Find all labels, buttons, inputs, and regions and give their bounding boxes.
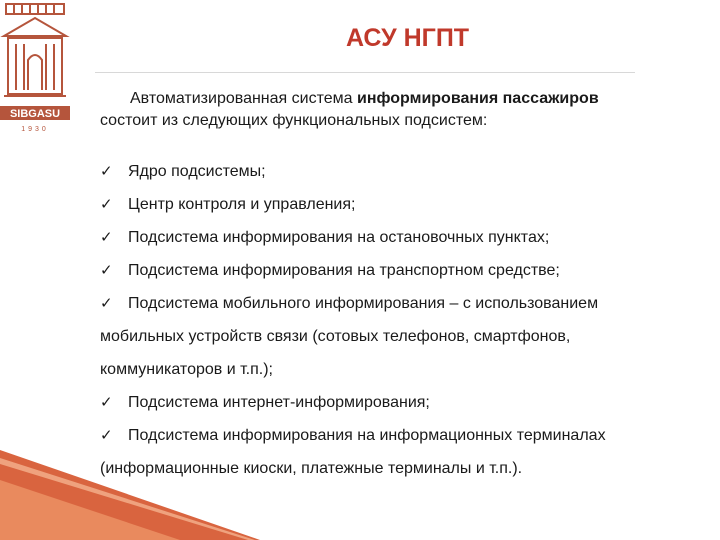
intro-text-c: состоит из следующих функциональных подсистем: <box>100 112 488 129</box>
intro-text-a: Автоматизированная система <box>130 90 357 107</box>
list-item <box>100 255 560 287</box>
check-icon: ✓ <box>100 196 113 213</box>
list-item <box>100 387 430 419</box>
list-item-text: Центр контроля и управления; <box>128 196 356 213</box>
title-divider <box>95 72 635 73</box>
intro-text-b: информирования пассажиров <box>356 90 599 107</box>
check-icon: ✓ <box>100 262 113 279</box>
check-icon: ✓ <box>100 427 113 444</box>
check-icon: ✓ <box>100 229 113 246</box>
check-icon: ✓ <box>100 295 113 312</box>
logo-arch <box>28 55 42 90</box>
decorative-corner <box>0 450 260 540</box>
logo-year: 1930 <box>21 126 49 133</box>
check-icon: ✓ <box>100 163 113 180</box>
page-title: АСУ НГПТ <box>345 24 470 52</box>
list-item <box>100 222 549 254</box>
intro-paragraph <box>100 88 690 132</box>
university-logo <box>0 0 70 140</box>
list-item-continuation <box>100 321 570 353</box>
list-item-text: (информационные киоски, платежные терминалы и т.п.). <box>100 460 523 477</box>
list-item <box>100 288 598 320</box>
check-icon: ✓ <box>100 394 113 411</box>
list-item <box>100 420 606 452</box>
list-item-continuation <box>100 354 273 386</box>
list-item <box>100 189 355 221</box>
list-item-text: мобильных устройств связи (сотовых телефонов, смартфонов, <box>100 328 571 345</box>
list-item-text: Подсистема информирования на информационных терминалах <box>128 427 606 444</box>
logo-text: SIBGASU <box>9 108 61 120</box>
list-item-text: Ядро подсистемы; <box>128 163 266 180</box>
list-item-text: коммуникаторов и т.п.); <box>100 361 273 378</box>
list-item-text: Подсистема мобильного информирования – с использованием <box>128 295 599 312</box>
list-item-text: Подсистема интернет-информирования; <box>128 394 430 411</box>
list-item <box>100 156 266 188</box>
list-item-text: Подсистема информирования на транспортном средстве; <box>128 262 560 279</box>
list-item-text: Подсистема информирования на остановочных пунктах; <box>128 229 550 246</box>
